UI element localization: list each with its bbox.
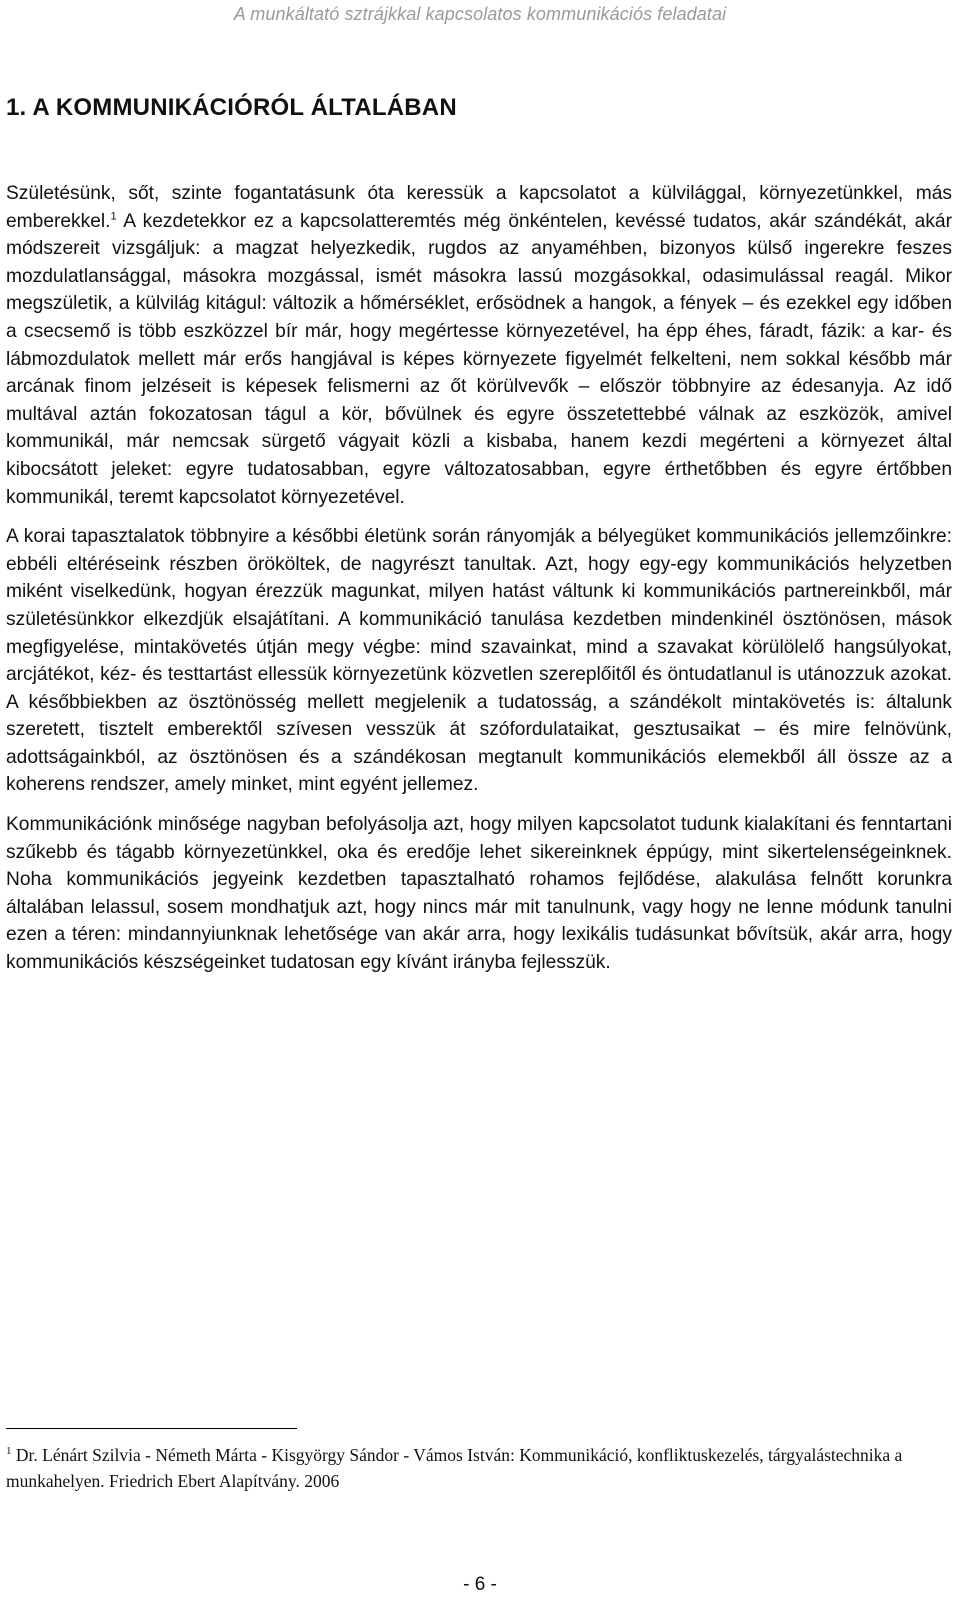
footnote-text: Dr. Lénárt Szilvia - Németh Márta - Kisgyörgy Sándor - Vámos István: Kommunikáció, konfliktuskezelés, tárgyalástechnika a munkahelyen. Friedrich Ebert Alapítvány. 2006 <box>6 1445 903 1491</box>
paragraph-3: Kommunikációnk minősége nagyban befolyásolja azt, hogy milyen kapcsolatot tudunk kialakítani és fenntartani szűkebb és tágabb környezetünkkel, oka és eredője lehet sikereinknek éppúgy, mint sikertelenségeinknek. Noha kommunikációs jegyeink kezdetben tapasztalható rohamos fejlődése, alakulása felnőtt korunkra általában lelassul, sosem mondhatjuk azt, hogy nincs már mit tanulnunk, vagy hogy ne lenne módunk tanulni ezen a téren: mindannyiunknak lehetősége van akár arra, hogy lexikális tudásunkat bővítsük, akár arra, hogy kommunikációs készségeinket tudatosan egy kívánt irányba fejlesszük. <box>6 814 952 974</box>
footnote <box>6 1442 952 1494</box>
running-header: A munkáltató sztrájkkal kapcsolatos kommunikációs feladatai <box>233 4 727 24</box>
paragraph-1 <box>6 180 952 511</box>
page-number: - 6 - <box>463 1574 497 1595</box>
footnote-number: 1 <box>6 1445 12 1458</box>
paragraph-1-text-a: Születésünk, sőt, szinte fogantatásunk óta keressük a kapcsolatot a külvilággal, környezetünkkel, más emberekkel. <box>6 183 952 232</box>
chapter-title: 1. A KOMMUNIKÁCIÓRÓL ÁLTALÁBAN <box>6 94 457 121</box>
paragraph-1-text-b: A kezdetekkor ez a kapcsolatteremtés még önkéntelen, kevéssé tudatos, akár szándékát, akár módszereit vizsgáljuk: a magzat helyezkedik, rugdos az anyaméhben, bizonyos külső ingerekre feszes mozdulatlansággal, másokra mozgással, ismét másokra lassú mozgásokkal, odasimulással reagál. Mikor megszületik, a külvilág kitágul: változik a hőmérséklet, erősödnek a hangok, a fények – és ezekkel egy időben a csecsemő is több eszközzel bír már, hogy megértesse környezetével, ha épp éhes, fáradt, fázik: a kar- és lábmozdulatok mellett már erős hangjával is képes környezete figyelmét felkelteni, nem sokkal később már arcának finom jelzéseit is képesek felismerni az őt körülvevők – először többnyire az édesanyja. Az idő multával aztán fokozatosan tágul a kör, bővülnek és egyre összetettebbé válnak az eszközök, amivel kommunikál, már nemcsak sürgető vágyait közli a kisbaba, hanem kezdi megérteni a környezet által kibocsátott jeleket: egyre tudatosabban, egyre változatosabban, egyre érthetőbben és egyre értőbben kommunikál, teremt kapcsolatot környezetével. <box>6 210 952 508</box>
footnote-separator <box>6 1428 297 1429</box>
footnote-reference: 1 <box>110 210 117 223</box>
paragraph-2: A korai tapasztalatok többnyire a későbbi életünk során rányomják a bélyegüket kommunikációs jellemzőinkre: ebbéli eltéréseink részben örököltek, de nagyrészt tanultak. Azt, hogy egy-egy kommunikációs helyzetben miként viselkedünk, hogyan érezzük magunkat, milyen hatást váltunk ki kommunikációs partnereinkből, már születésünkkor elkezdjük elsajátítani. A kommunikáció tanulása kezdetben mindenkinél ösztönösen, mások megfigyelése, mintakövetés útján megy végbe: mind szavainkat, mind a szavakat körülölelő hangsúlyokat, arcjátékot, kéz- és testtartást ellessük környezetünk közvetlen szereplőitől és öntudatlanul is utánozzuk azokat. A későbbiekben az ösztönösség mellett megjelenik a tudatosság, a szándékolt mintakövetés is: általunk szeretett, tisztelt emberektől szívesen vesszük át szófordulataikat, gesztusaikat – és mire felnövünk, adottságainkból, az ösztönösen és a szándékosan megtanult kommunikációs elemekből áll össze az a koherens rendszer, amely minket, mint egyént jellemez. <box>6 526 952 796</box>
body-text <box>6 180 952 989</box>
